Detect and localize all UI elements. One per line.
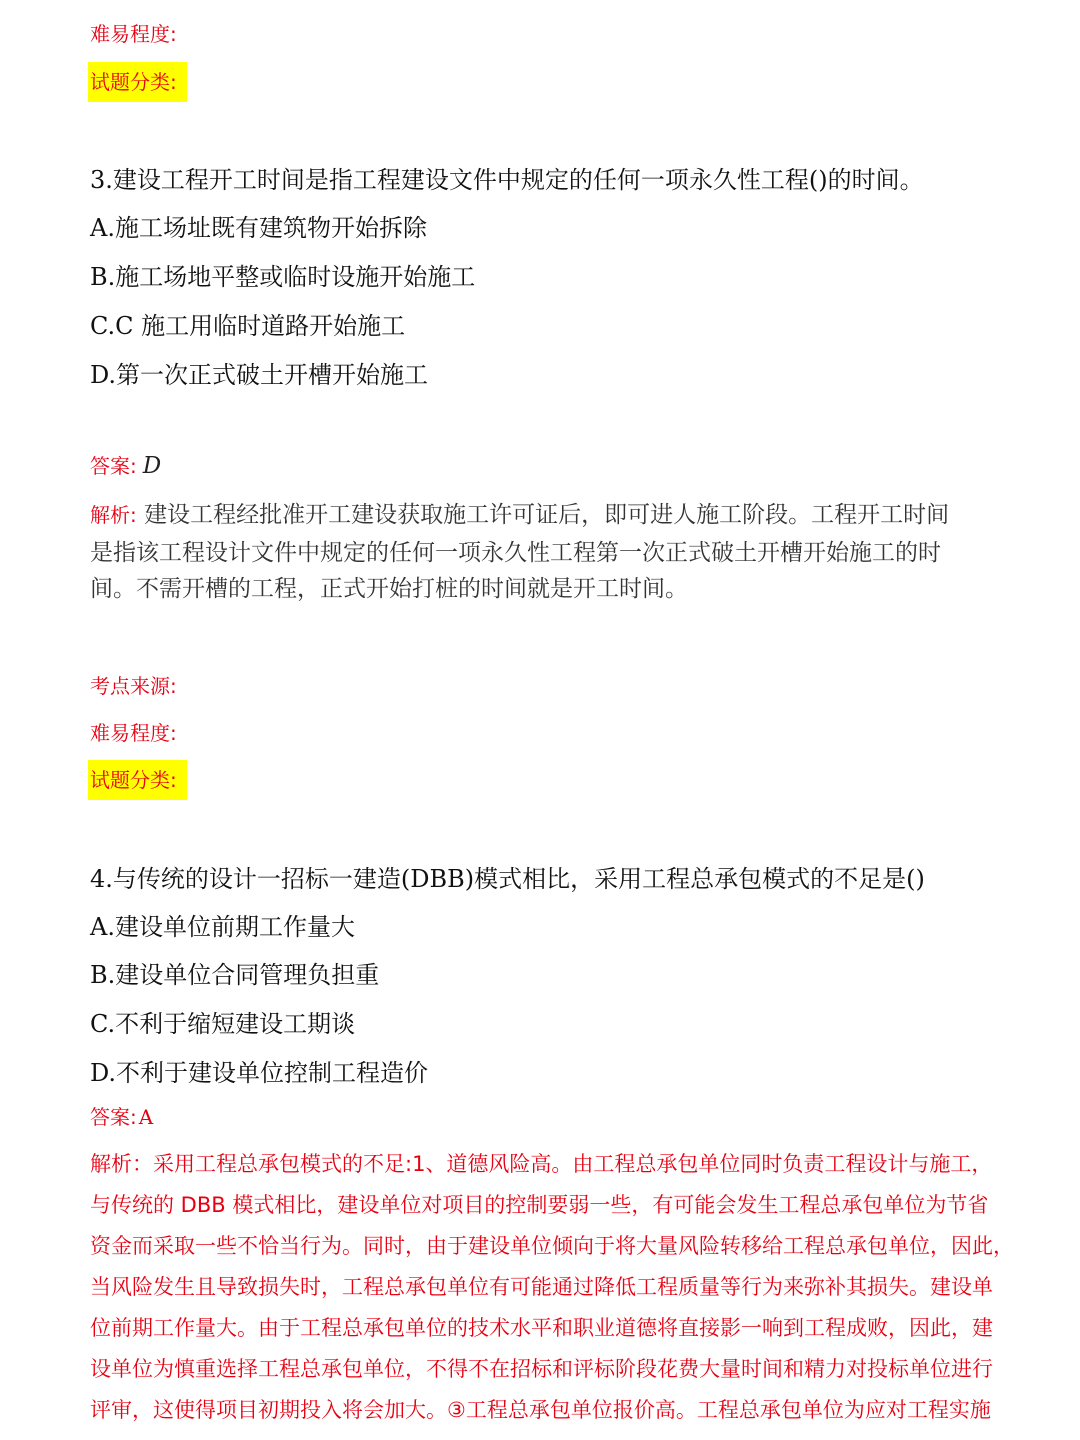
answer-value: D <box>142 453 162 479</box>
question-3-option-c: C.C 施工用临时道路开始施工 <box>90 312 406 340</box>
answer-label-4: 答案: <box>90 1105 137 1129</box>
question-4-explanation-line-7: 评审，这使得项目初期投入将会加大。③工程总承包单位报价高。工程总承包单位为应对工程实施 <box>90 1398 991 1422</box>
source-label: 考点来源: <box>90 674 177 698</box>
question-4-explanation-line-3: 资金而采取一些不恰当行为。同时，由于建设单位倾向于将大量风险转移给工程总承包单位，因此， <box>90 1234 1014 1258</box>
question-4-explanation-line-4: 当风险发生且导致损失时，工程总承包单位有可能通过降低工程质量等行为来弥补其损失。建设单 <box>90 1275 993 1299</box>
question-3-option-d: D.第一次正式破土开槽开始施工 <box>90 361 429 389</box>
question-3-answer <box>90 450 161 479</box>
question-4-option-c: C.不利于缩短建设工期谈 <box>90 1010 356 1038</box>
question-4-option-a: A.建设单位前期工作量大 <box>90 913 355 941</box>
category-highlight-2: 试题分类: <box>88 760 187 800</box>
explanation-label: 解析: <box>90 503 137 527</box>
category-label-2 <box>90 764 187 793</box>
difficulty-label-1: 难易程度: <box>90 22 177 46</box>
explanation-text-1: 建设工程经批准开工建设获取施工许可证后，即可进人施工阶段。工程开工时间 <box>144 502 950 528</box>
question-4-explanation-line-1: 解析：采用工程总承包模式的不足:1、道德风险高。由工程总承包单位同时负责工程设计与施工， <box>90 1152 993 1176</box>
question-3-stem: 3.建设工程开工时间是指工程建设文件中规定的任何一项永久性工程()的时间。 <box>90 166 924 194</box>
question-4-answer <box>90 1101 153 1130</box>
question-3-explanation-line-2: 是指该工程设计文件中规定的任何一项永久性工程第一次正式破土开槽开始施工的时 <box>90 540 941 566</box>
question-3-option-b: B.施工场地平整或临时设施开始施工 <box>90 263 476 291</box>
question-4-option-d: D.不利于建设单位控制工程造价 <box>90 1059 429 1087</box>
question-4-option-b: B.建设单位合同管理负担重 <box>90 961 380 989</box>
answer-label: 答案: <box>90 454 137 478</box>
difficulty-label-2: 难易程度: <box>90 721 177 745</box>
question-4-stem: 4.与传统的设计一招标一建造(DBB)模式相比，采用工程总承包模式的不足是() <box>90 865 925 893</box>
category-highlight-1: 试题分类: <box>88 62 187 102</box>
question-4-explanation-line-6: 设单位为慎重选择工程总承包单位，不得不在招标和评标阶段花费大量时间和精力对投标单位进行 <box>90 1357 993 1381</box>
category-label-1 <box>90 66 187 95</box>
question-3-explanation-line-1 <box>90 497 949 533</box>
question-4-explanation-line-2: 与传统的 DBB 模式相比，建设单位对项目的控制要弱一些，有可能会发生工程总承包单位为节省 <box>90 1193 989 1217</box>
answer-value-4: A <box>138 1105 154 1129</box>
question-3-option-a: A.施工场址既有建筑物开始拆除 <box>90 214 427 242</box>
question-3-explanation-line-3: 间。不需开槽的工程，正式开始打桩的时间就是开工时间。 <box>90 576 688 602</box>
question-4-explanation-line-5: 位前期工作量大。由于工程总承包单位的技术水平和职业道德将直接影一响到工程成败，因此，建 <box>90 1316 993 1340</box>
